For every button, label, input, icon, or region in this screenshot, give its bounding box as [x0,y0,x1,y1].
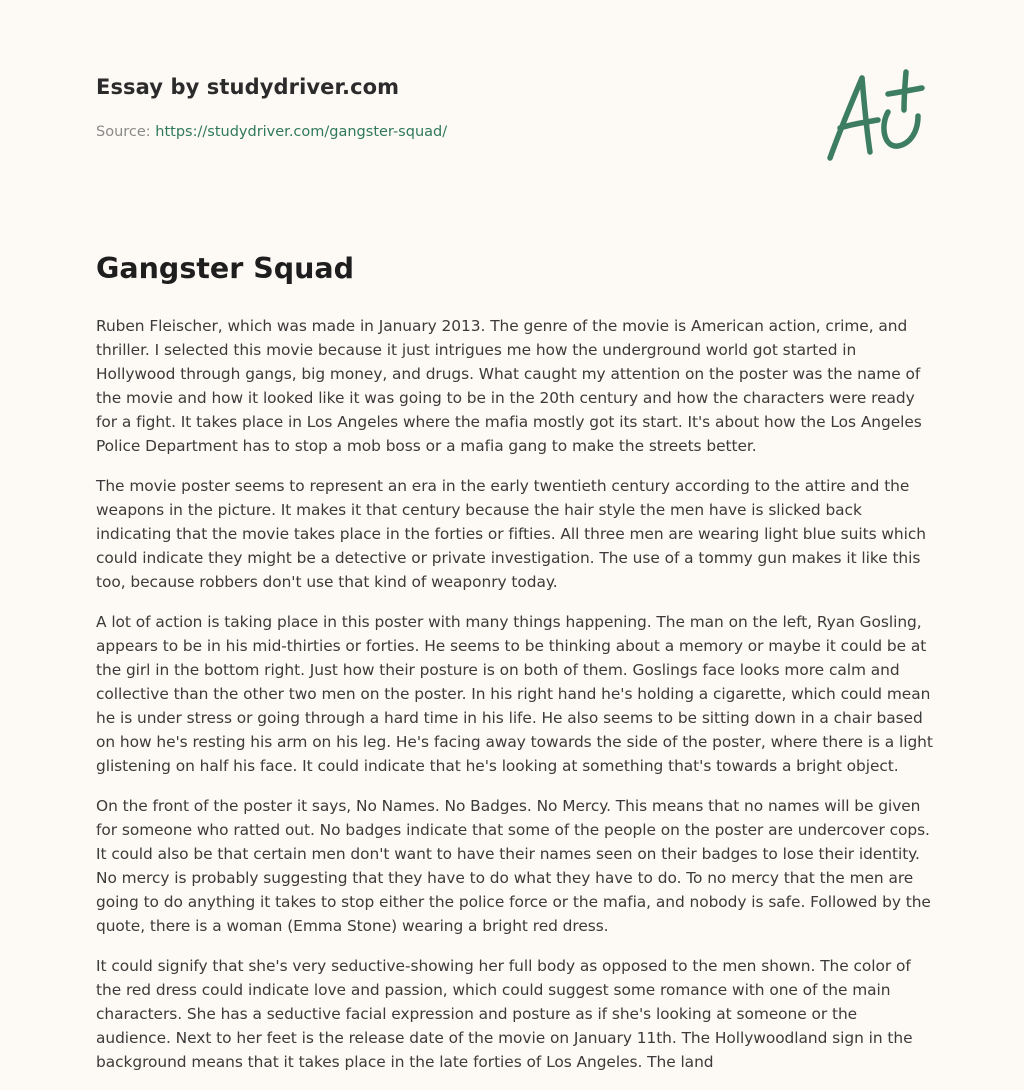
paragraph: On the front of the poster it says, No Names. No Badges. No Mercy. This means that no names will be given for someone who ratted out. No badges indicate that some of the people on the poster are undercover cops. It could also be that certain men don't want to have their names seen on their badges to lose their identity. No mercy is probably suggesting that they have to do what they have to do. To no mercy that the men are going to do anything it takes to stop either the police force or the mafia, and nobody is safe. Followed by the quote, there is a woman (Emma Stone) wearing a bright red dress. [96,797,931,935]
logo-loop-stroke [884,112,918,146]
a-plus-logo-svg [818,66,930,166]
site-label: Essay by studydriver.com [96,75,400,99]
essay-body [96,314,936,1090]
paragraph: It could signify that she's very seductive-showing her full body as opposed to the men shown. The color of the red dress could indicate love and passion, which could suggest some romance with one of the main characters. She has a seductive facial expression and posture as if she's looking at someone or the audience. Next to her feet is the release date of the movie on January 11th. The Hollywoodland sign in the background means that it takes place in the late forties of Los Angeles. The land [96,957,913,1071]
paragraph: The movie poster seems to represent an era in the early twentieth century according to the attire and the weapons in the picture. It makes it that century because the hair style the men have is slicked back indicating that the movie takes place in the forties or fifties. All three men are wearing light blue suits which could indicate they might be a detective or private investigation. The use of a tommy gun makes it like this too, because robbers don't use that kind of weaponry today. [96,477,926,591]
source-link[interactable]: https://studydriver.com/gangster-squad/ [155,124,448,140]
source-label: Source: [96,124,151,140]
logo-a-left-stroke [830,78,862,158]
paragraph: A lot of action is taking place in this poster with many things happening. The man on the left, Ryan Gosling, appears to be in his mid-thirties or forties. He seems to be thinking about a memory or maybe it could be at the girl in the bottom right. Just how their posture is on both of them. Goslings face looks more calm and collective than the other two men on the poster. In his right hand he's holding a cigarette, which could mean he is under stress or going through a hard time in his life. He also seems to be sitting down in a chair based on how he's resting his arm on his leg. He's facing away towards the side of the poster, where there is a light glistening on half his face. It could indicate that he's looking at something that's towards a bright object. [96,613,933,775]
a-plus-logo-icon [818,66,930,166]
document-title: Gangster Squad [96,252,355,285]
logo-plus-vertical [904,72,906,110]
logo-a-right-stroke [862,78,870,152]
source-line [96,124,447,140]
paragraph: Ruben Fleischer, which was made in January 2013. The genre of the movie is American action, crime, and thriller. I selected this movie because it just intrigues me how the underground world got started in Hollywood through gangs, big money, and drugs. What caught my attention on the poster was the name of the movie and how it looked like it was going to be in the 20th century and how the characters were ready for a fight. It takes place in Los Angeles where the mafia mostly got its start. It's about how the Los Angeles Police Department has to stop a mob boss or a mafia gang to make the streets better. [96,317,922,455]
